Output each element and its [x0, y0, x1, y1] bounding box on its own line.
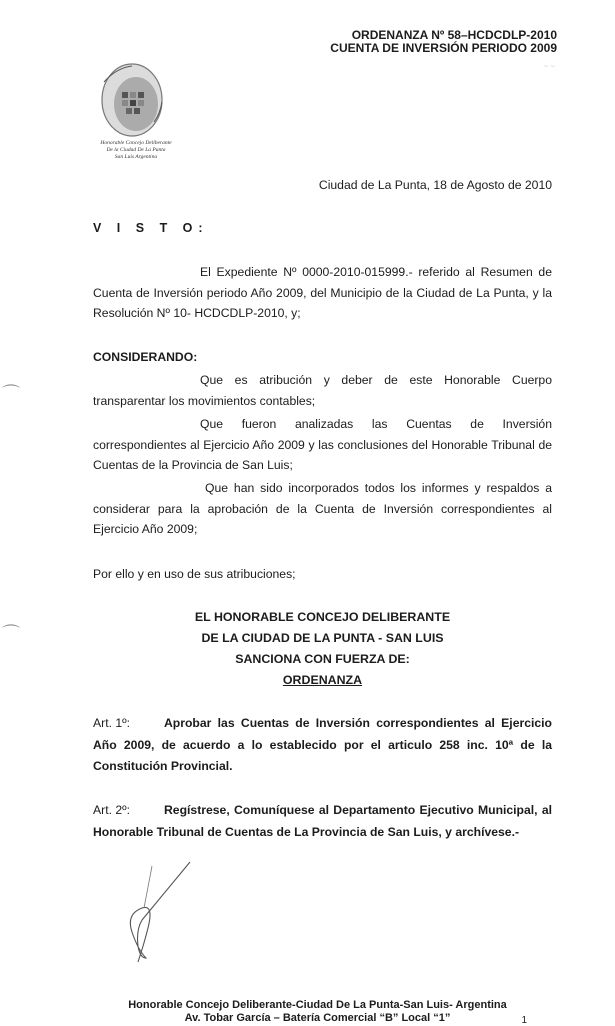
visto-text: El Expediente Nº 0000-2010-015999.- referido al Resumen de Cuenta de Inversión periodo Año 2009, del Municipio de la Ciudad de La Punta, y la Resolución Nº 10- HCDCDLP-2010, y;: [93, 265, 552, 320]
document-footer: [60, 999, 575, 1025]
footer-line: Honorable Concejo Deliberante-Ciudad De La Punta-San Luis- Argentina: [128, 999, 507, 1011]
margin-mark: ⌒: [2, 384, 20, 404]
article-1: [93, 713, 552, 778]
article-text: Aprobar las Cuentas de Inversión correspondientes al Ejercicio Año 2009, de acuerdo a lo establecido por el articulo 258 inc. 10ª de la Constitución Provincial.: [93, 716, 552, 773]
sanciona-block: [93, 607, 552, 691]
sanciona-line: DE LA CIUDAD DE LA PUNTA - SAN LUIS: [201, 631, 444, 645]
document-date: Ciudad de La Punta, 18 de Agosto de 2010: [318, 178, 552, 192]
page-number: 1: [521, 1015, 527, 1026]
logo-caption-line: Honorable Concejo Deliberante: [100, 140, 172, 146]
ordenanza-title: ORDENANZA: [282, 673, 363, 687]
scan-artifact: ~ ~: [543, 62, 555, 71]
ordinance-number: ORDENANZA Nº 58–HCDCDLP-2010: [351, 28, 557, 42]
article-label: Art. 1º:: [93, 716, 130, 730]
logo-caption-line: De la Ciudad De La Punta: [106, 147, 166, 153]
ordinance-subject: CUENTA DE INVERSIÓN PERIODO 2009: [330, 41, 557, 55]
article-2: [93, 800, 552, 843]
sanciona-line: SANCIONA CON FUERZA DE:: [235, 652, 410, 666]
article-label: Art. 2º:: [93, 803, 130, 817]
signature: [108, 858, 198, 971]
logo-caption-line: San Luis Argentina: [114, 154, 158, 160]
document-header: [330, 29, 557, 55]
signature-scribble: [108, 858, 198, 968]
margin-mark: ⌒: [2, 624, 20, 644]
logo-caption: [96, 140, 176, 161]
considerando-heading: CONSIDERANDO:: [93, 350, 198, 364]
council-seal-icon: [96, 62, 172, 142]
por-ello-text: Por ello y en uso de sus atribuciones;: [93, 567, 296, 581]
considerando-paragraph: Que fueron analizadas las Cuentas de Inversión correspondientes al Ejercicio Año 2009 y las conclusiones del Honorable Tribunal de Cuentas de la Provincia de San Luis;: [93, 417, 552, 472]
footer-line: Av. Tobar García – Batería Comercial “B” Local “1”: [184, 1012, 451, 1024]
considerando-paragraph: Que es atribución y deber de este Honorable Cuerpo transparentar los movimientos contables;: [93, 373, 552, 408]
considerando-paragraph: Que han sido incorporados todos los informes y respaldos a considerar para la aprobación de la Cuenta de Inversión correspondientes al Ejercicio Año 2009;: [93, 481, 552, 536]
visto-heading: V I S T O:: [93, 221, 209, 235]
article-text: Regístrese, Comuníquese al Departamento Ejecutivo Municipal, al Honorable Tribunal de Cuentas de La Provincia de San Luis, y archívese.-: [93, 803, 552, 839]
sanciona-line: EL HONORABLE CONCEJO DELIBERANTE: [194, 610, 451, 624]
